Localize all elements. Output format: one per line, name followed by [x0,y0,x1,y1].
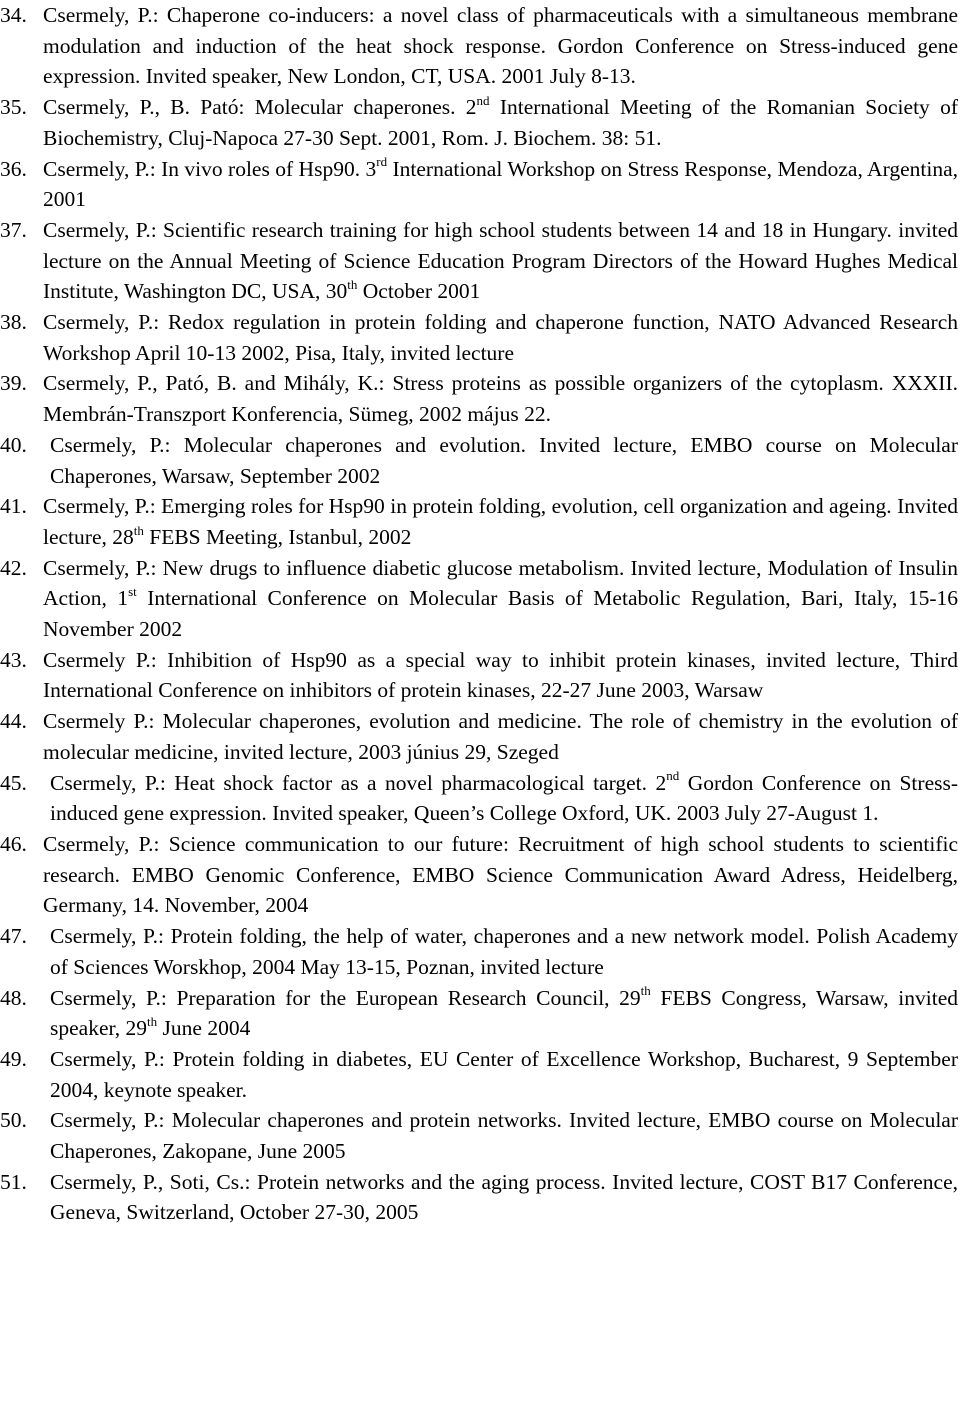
item-text: Csermely P.: Inhibition of Hsp90 as a special way to inhibit protein kinases, invited lecture, Third International Conference on inhibitors of protein kinases, 22-27 June 2003, Warsaw [43,647,958,703]
list-item [0,92,958,153]
item-number: 34. [0,3,27,27]
item-text: Csermely, P.: Protein folding in diabetes, EU Center of Excellence Workshop, Bucharest, 9 September 2004, keynote speaker. [50,1046,958,1102]
item-text: International Meeting of the Romanian Society of Biochemistry, Cluj-Napoca 27-30 Sept. 2001, Rom. J. Biochem. 38: 51. [43,95,958,150]
ordinal-suffix: nd [666,768,680,784]
item-text: June 2004 [157,1016,251,1041]
ordinal-suffix: rd [376,154,388,170]
list-item [0,768,958,829]
item-text: Csermely, P.: In vivo roles of Hsp90. 3 [43,156,377,181]
item-number: 35. [0,95,27,120]
list-item [0,706,958,767]
ordinal-suffix: th [347,277,358,293]
list-item [0,1105,958,1166]
item-number: 41. [0,494,27,519]
item-text: October 2001 [357,279,481,304]
list-item [0,553,958,645]
item-text: Csermely, P.: Protein folding, the help of water, chaperones and a new network model. Polish Academy of Sciences Worskhop, 2004 May 13-15, Poznan, invited lecture [50,924,958,979]
list-item [0,307,958,368]
list-item [0,430,958,491]
item-text: International Workshop on Stress Response, Mendoza, Argentina, 2001 [43,156,958,212]
list-item [0,368,958,429]
item-number: 51. [0,1169,27,1194]
item-text: Csermely, P., Soti, Cs.: Protein networks and the aging process. Invited lecture, COST B17 Conference, Geneva, Switzerland, October 27-30, 2005 [50,1169,958,1225]
list-item [0,983,958,1044]
list-item [0,921,958,982]
item-text: Csermely, P., Pató, B. and Mihály, K.: Stress proteins as possible organizers of the cytoplasm. XXXII. Membrán-Transzport Konferencia, Sümeg, 2002 május 22. [43,371,958,427]
item-number: 50. [0,1108,27,1133]
list-item [0,491,958,552]
ordinal-suffix: nd [476,92,490,108]
item-number: 46. [0,831,27,856]
item-number: 45. [0,770,27,795]
list-item [0,829,958,921]
item-number: 43. [0,647,27,672]
item-text: Csermely P.: Molecular chaperones, evolution and medicine. The role of chemistry in the evolution of molecular medicine, invited lecture, 2003 június 29, Szeged [43,709,958,764]
item-text: Csermely, P.: Heat shock factor as a novel pharmacological target. 2 [50,770,667,795]
item-text: FEBS Meeting, Istanbul, 2002 [143,524,412,549]
item-number: 36. [0,156,27,181]
item-number: 37. [0,217,27,242]
item-text: Csermely, P.: Molecular chaperones and protein networks. Invited lecture, EMBO course on Molecular Chaperones, Zakopane, June 2005 [50,1108,958,1164]
item-text: Csermely, P., B. Pató: Molecular chaperones. 2 [43,95,477,120]
item-text: Csermely, P.: Science communication to our future: Recruitment of high school students to scientific research. EMBO Genomic Conference, EMBO Science Communication Award Adress, Heidelberg, Germany, 14. November, 2004 [43,831,958,918]
item-text: Csermely, P.: Redox regulation in protein folding and chaperone function, NATO Advanced Research Workshop April 10-13 2002, Pisa, Italy, invited lecture [43,310,958,365]
list-item [0,0,958,92]
list-item [0,1167,958,1228]
item-number: 39. [0,371,27,396]
list-item [0,1044,958,1105]
item-number: 38. [0,310,27,335]
item-number: 42. [0,555,27,580]
item-number: 47. [0,924,27,949]
item-text: Csermely, P.: Scientific research training for high school students between 14 and 18 in Hungary. invited lecture on the Annual Meeting of Science Education Program Directors of the Howard Hughes Medical Institute, Washington DC, USA, 30 [43,217,958,304]
item-number: 44. [0,709,27,734]
item-text: Csermely, P.: Chaperone co-inducers: a novel class of pharmaceuticals with a simultaneous membrane modulation and induction of the heat shock response. Gordon Conference on Stress-induced gene expression. Invited speaker, New London, CT, USA. 2001 July 8-13. [43,3,958,89]
ordinal-suffix: th [147,1014,158,1030]
item-number: 49. [0,1046,27,1071]
item-text: Csermely, P.: Molecular chaperones and evolution. Invited lecture, EMBO course on Molecular Chaperones, Warsaw, September 2002 [50,432,958,488]
ordinal-suffix: th [133,522,144,538]
item-text: Csermely, P.: Preparation for the European Research Council, 29 [50,985,641,1010]
item-text: Csermely, P.: New drugs to influence diabetic glucose metabolism. Invited lecture, Modulation of Insulin Action, 1 [43,555,958,611]
item-number: 40. [0,432,27,457]
item-number: 48. [0,985,27,1010]
ordinal-suffix: th [640,983,651,999]
item-text: Csermely, P.: Emerging roles for Hsp90 in protein folding, evolution, cell organization and ageing. Invited lecture, 28 [43,494,958,549]
item-text: FEBS Congress, Warsaw, invited speaker, 29 [50,985,959,1041]
ordinal-suffix: st [128,584,137,600]
item-text: Gordon Conference on Stress-induced gene expression. Invited speaker, Queen’s College Oxford, UK. 2003 July 27-August 1. [50,770,959,826]
list-item [0,215,958,307]
item-text: International Conference on Molecular Basis of Metabolic Regulation, Bari, Italy, 15-16 November 2002 [43,586,958,642]
list-item [0,154,958,215]
list-item [0,645,958,706]
